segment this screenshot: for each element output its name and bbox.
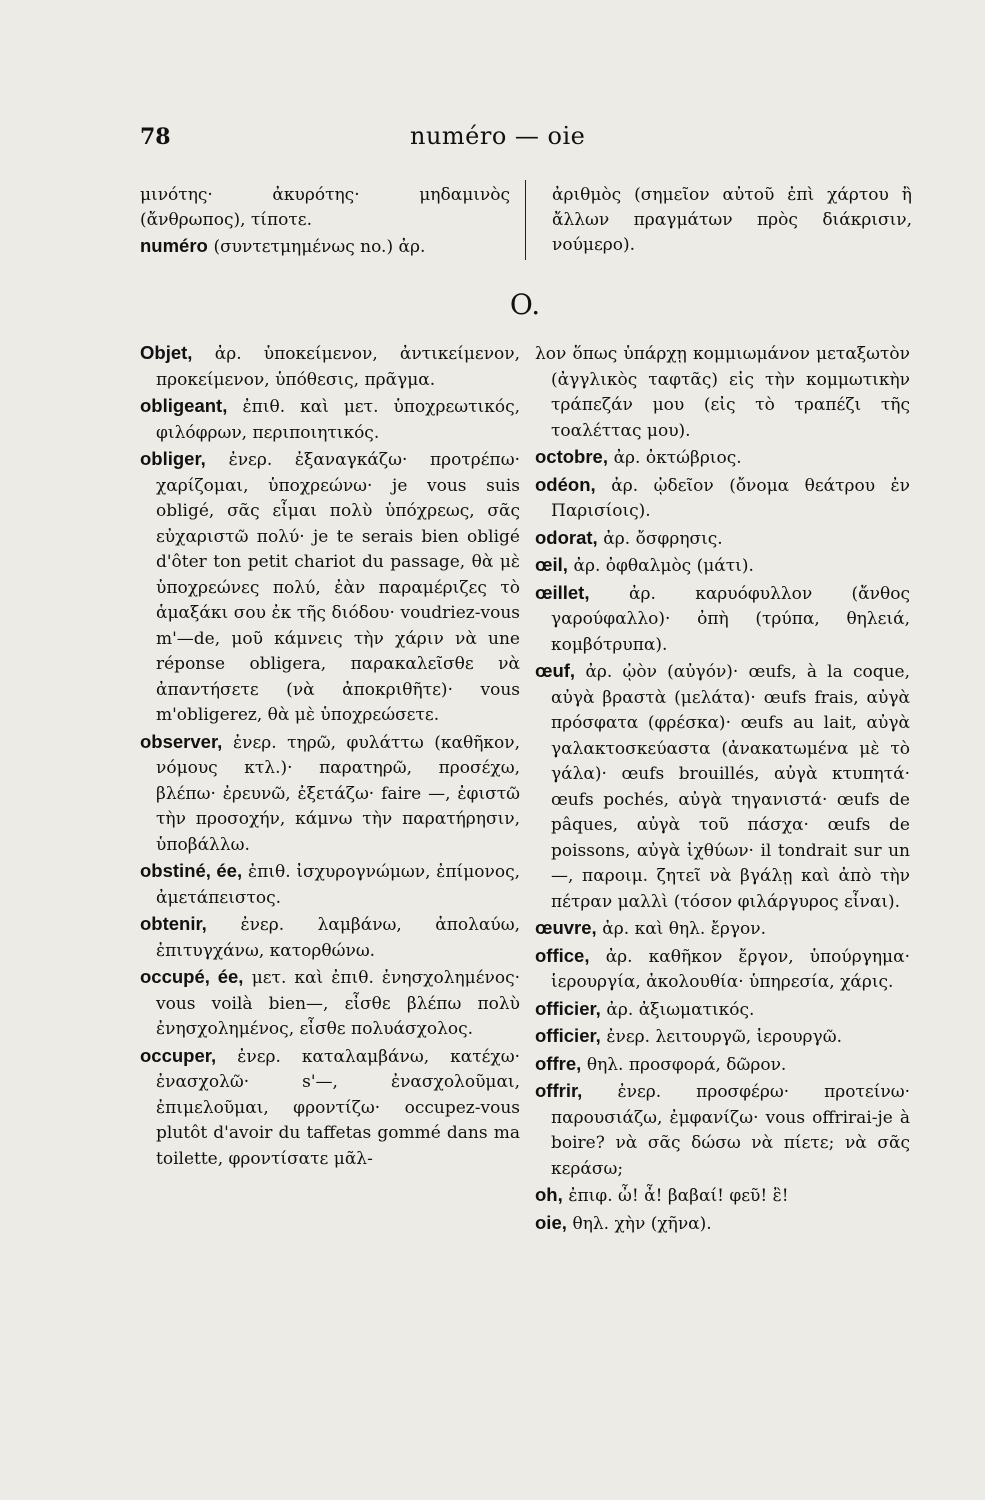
entry-definition: ἐνερ. λειτουργῶ, ἱερουργῶ. [606, 1027, 842, 1047]
entry-definition: ἐπιθ. ἰσχυρογνώμων, ἐπίμονος, ἀμετάπειστος. [156, 862, 520, 908]
entry [535, 340, 910, 444]
entry-numero [140, 233, 510, 260]
entry [535, 552, 910, 580]
entry [140, 1043, 520, 1173]
entry-definition: ἐνερ. καταλαμβάνω, κατέχω· ἐνασχολῶ· s'—, ἐνασχολοῦμαι, ἐπιμελοῦμαι, φροντίζω· occupez-vous plutôt d'avoir du taffetas gommé dans ma toilette, φροντίσατε μᾶλ- [156, 1046, 520, 1169]
entry-headword: œuvre, [535, 917, 597, 938]
section-letter: O. [509, 288, 541, 321]
entry [535, 525, 910, 553]
entry [535, 996, 910, 1024]
entry-definition: ἀρ. ὀφθαλμὸς (μάτι). [573, 556, 754, 576]
entry-headword: oie, [535, 1211, 567, 1233]
entry [535, 943, 910, 996]
entry-headword: observer, [140, 730, 223, 752]
entry-headword: œillet, [535, 581, 590, 603]
entry-definition: ἀρ. ὑποκείμενον, ἀντικείμενον, προκείμενον, ὑπόθεσις, πρᾶγμα. [156, 344, 520, 390]
entry-headword: offrir, [535, 1080, 583, 1101]
entry-headword: œuf, [535, 660, 576, 681]
entry-headword: office, [535, 944, 590, 966]
page-header [140, 118, 900, 158]
entry [535, 1182, 910, 1210]
continued-text-right: ἀριθμὸς (σημεῖον αὐτοῦ ἐπὶ χάρτου ἢ ἄλλων πραγμάτων πρὸς διάκρισιν, νούμερο). [552, 185, 912, 255]
entry-definition: ἀρ. καθῆκον ἔργον, ὑπούργημα· ἱερουργία, ἀκολουθία· ὑπηρεσία, χάρις. [551, 946, 910, 992]
entry-headword: octobre, [535, 446, 608, 467]
entry [140, 446, 520, 729]
running-head: numéro — oie [410, 122, 586, 150]
entry-headword: obliger, [140, 448, 206, 469]
entry-definition: ἐπιφ. ὦ! ἆ! βαβαί! φεῦ! ἒ! [568, 1186, 789, 1206]
entry-definition: ἐνερ. λαμβάνω, ἀπολαύω, ἐπιτυγχάνω, κατορθώνω. [156, 915, 520, 961]
entry [535, 658, 910, 915]
entry-headword: officier, [535, 997, 601, 1019]
entry-headword: obtenir, [140, 913, 207, 934]
entry-definition: ἀρ. ἀξιωματικός. [606, 999, 755, 1020]
entry-headword: obligeant, [140, 395, 228, 416]
entry-definition: ἀρ. ὄσφρησις. [603, 528, 723, 549]
entry-definition: θηλ. χὴν (χῆνα). [572, 1213, 712, 1234]
entry [535, 472, 910, 525]
top-right-column [552, 183, 912, 265]
entry [535, 580, 910, 659]
entry [140, 393, 520, 446]
entry-headword: offre, [535, 1052, 582, 1074]
column-divider [525, 180, 526, 260]
entry-definition: θηλ. προσφορά, δῶρον. [586, 1054, 787, 1075]
entry-definition: ἀρ. καρυόφυλλον (ἄνθος γαρούφαλλο)· ὀπὴ (τρύπα, θηλειά, κομβότρυπα). [551, 583, 910, 655]
entry [535, 1051, 910, 1079]
entry-definition: λον ὅπως ὑπάρχῃ κομμιωμάνον μεταξωτὸν (ἀγγλικὸς ταφτᾶς) εἰς τὴν κομμωτικὴν τράπεζάν μου (εἰς τὸ τραπέζι τῆς τοαλέττας μου). [535, 344, 910, 441]
top-left-column [140, 183, 510, 265]
entry [140, 340, 520, 393]
entry-headword: numéro [140, 235, 208, 256]
entry [535, 444, 910, 472]
entry-definition: ἀρ. ὀκτώβριος. [613, 448, 742, 468]
entry-definition: ἀρ. καὶ θηλ. ἔργον. [602, 919, 766, 939]
entry-definition: μετ. καὶ ἐπιθ. ἐνησχολημένος· vous voilà bien—, εἶσθε βλέπω πολὺ ἐνησχολημένος, εἶσθε πολυάσχολος. [156, 968, 520, 1039]
continued-text: μινότης· ἀκυρότης· μηδαμινὸς (ἄνθρωπος), τίποτε. [140, 185, 510, 230]
entry-headword: occupé, ée, [140, 966, 244, 987]
entry [535, 1210, 910, 1238]
entry-headword: odorat, [535, 526, 598, 548]
entry-definition: ἐνερ. προσφέρω· προτείνω· παρουσιάζω, ἐμφανίζω· vous offrirai-je à boire? νὰ σᾶς δώσω νὰ πίετε; νὰ σᾶς κεράσω; [551, 1082, 910, 1179]
entry [535, 1078, 910, 1182]
entry-headword: oh, [535, 1184, 563, 1205]
entry [140, 858, 520, 911]
entry-definition: ἐπιθ. καὶ μετ. ὑποχρεωτικός, φιλόφρων, περιποιητικός. [156, 397, 520, 443]
entry-headword: occuper, [140, 1044, 217, 1066]
entry [140, 964, 520, 1043]
entry-definition: ἀρ. ᾠδεῖον (ὄνομα θεάτρου ἐν Παρισίοις). [551, 475, 910, 521]
entry-definition: ἐνερ. τηρῶ, φυλάττω (καθῆκον, νόμους κτλ.)· παρατηρῶ, προσέχω, βλέπω· ἐρευνῶ, ἐξετάζω· faire —, ἐφιστῶ τὴν προσοχήν, κάμνω τὴν παρατήρησιν, ὑποβάλλω. [156, 732, 520, 855]
main-right-column [535, 340, 910, 1410]
entry-headword: odéon, [535, 473, 596, 495]
entry-definition: (συντετμημένως no.) ἀρ. [213, 237, 426, 257]
entry-headword: Objet, [140, 342, 193, 363]
entry-definition: ἀρ. ᾠὸν (αὐγόν)· œufs, à la coque, αὐγὰ βραστὰ (μελάτα)· œufs frais, αὐγὰ πρόσφατα (φρέσκα)· œufs au lait, αὐγὰ γαλακτοσκεύαστα (ἀνακατωμένα μὲ τὸ γάλα)· œufs brouillés, αὐγὰ κτυπητά· œufs pochés, αὐγὰ τηγανιστά· œufs de pâques, αὐγὰ τοῦ πάσχα· œufs de poissons, αὐγὰ ἰχθύων· il tondrait sur un—, παροιμ. ζητεῖ νὰ βγάλῃ καὶ ἀπὸ τὴν πέτραν μαλλὶ (τόσον φιλάργυρος εἶναι). [551, 662, 910, 912]
entry-headword: obstiné, ée, [140, 860, 243, 881]
entry [535, 1023, 910, 1051]
entry [535, 915, 910, 943]
entry-headword: œil, [535, 554, 568, 575]
entry [140, 911, 520, 964]
entry-definition: ἐνερ. ἐξαναγκάζω· προτρέπω· χαρίζομαι, ὑποχρεώνω· je vous suis obligé, σᾶς εἶμαι πολὺ ὑπόχρεως, σᾶς εὐχαριστῶ πολύ· je te serais bien obligé d'ôter ton petit chariot du passage, θὰ μὲ ὑποχρεώνες πολύ, ἐὰν παραμέριζες τὸ ἁμαξάκι σου ἐκ τῆς διόδου· voudriez-vous m'—de, μοῦ κάμνεις τὴν χάριν νὰ une réponse obligera, παρακαλεῖσθε νὰ ἀπαντήσετε (νὰ ἀποκριθῆτε)· vous m'obligerez, θὰ μὲ ὑποχρεώσετε. [156, 450, 520, 725]
entry-headword: officier, [535, 1025, 601, 1046]
page-number: 78 [140, 124, 171, 150]
entry [140, 729, 520, 859]
main-left-column [140, 340, 520, 1410]
